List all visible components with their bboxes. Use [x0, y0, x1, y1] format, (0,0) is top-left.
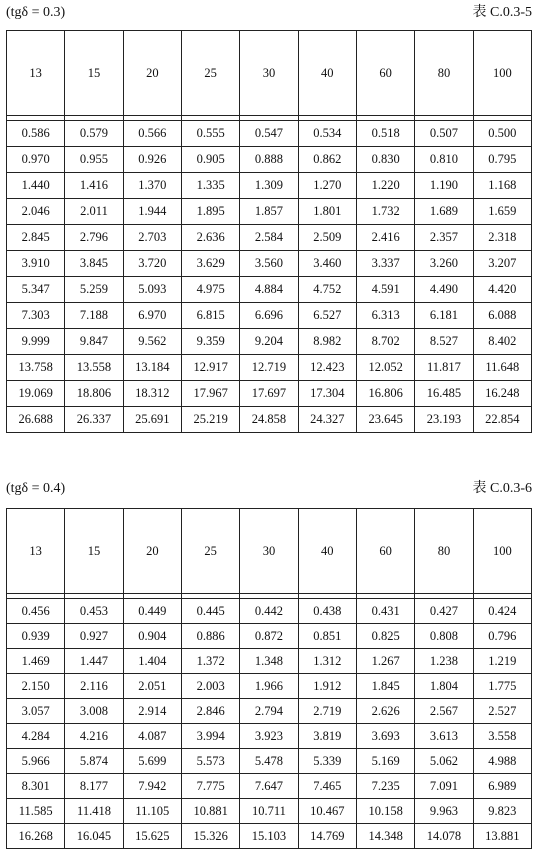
table-cell: 0.500 — [473, 121, 531, 147]
table-cell: 0.579 — [65, 121, 123, 147]
table-cell: 2.719 — [298, 699, 356, 724]
table-cell: 6.696 — [240, 303, 298, 329]
table-cell: 11.817 — [415, 355, 473, 381]
table-row — [7, 749, 532, 774]
table-cell: 1.309 — [240, 173, 298, 199]
table-cell: 4.988 — [473, 749, 531, 774]
table-cell: 1.372 — [181, 649, 239, 674]
table-cell: 15.103 — [240, 824, 298, 849]
table-cell: 3.845 — [65, 251, 123, 277]
table-cell: 2.357 — [415, 225, 473, 251]
table-cell: 2.845 — [7, 225, 65, 251]
table-cell: 0.445 — [181, 599, 239, 624]
column-header: 60 — [356, 31, 414, 116]
table-cell: 3.558 — [473, 724, 531, 749]
table-cell: 1.238 — [415, 649, 473, 674]
table-row — [7, 251, 532, 277]
table-cell: 24.858 — [240, 407, 298, 433]
table-cell: 10.158 — [356, 799, 414, 824]
table-cell: 0.851 — [298, 624, 356, 649]
table-cell: 16.268 — [7, 824, 65, 849]
table-cell: 9.963 — [415, 799, 473, 824]
table-cell: 3.994 — [181, 724, 239, 749]
table-cell: 2.003 — [181, 674, 239, 699]
table-cell: 1.190 — [415, 173, 473, 199]
table-cell: 0.431 — [356, 599, 414, 624]
table-cell: 16.248 — [473, 381, 531, 407]
table-cell: 0.566 — [123, 121, 181, 147]
table-cell: 19.069 — [7, 381, 65, 407]
table-cell: 2.509 — [298, 225, 356, 251]
table-cell: 7.303 — [7, 303, 65, 329]
table-cell: 1.804 — [415, 674, 473, 699]
table-cell: 3.629 — [181, 251, 239, 277]
table1-body — [7, 116, 532, 433]
table-cell: 0.438 — [298, 599, 356, 624]
table-row — [7, 147, 532, 173]
table-cell: 0.905 — [181, 147, 239, 173]
table-row — [7, 121, 532, 147]
column-header: 40 — [298, 509, 356, 594]
table-row — [7, 355, 532, 381]
table1 — [6, 30, 532, 433]
table-cell: 1.447 — [65, 649, 123, 674]
table-row — [7, 724, 532, 749]
table-cell: 9.562 — [123, 329, 181, 355]
table-row — [7, 277, 532, 303]
table-cell: 0.555 — [181, 121, 239, 147]
table-cell: 0.795 — [473, 147, 531, 173]
table-cell: 12.052 — [356, 355, 414, 381]
table-cell: 0.888 — [240, 147, 298, 173]
table-cell: 0.453 — [65, 599, 123, 624]
table-cell: 10.711 — [240, 799, 298, 824]
table-cell: 7.091 — [415, 774, 473, 799]
table-cell: 11.585 — [7, 799, 65, 824]
table-cell: 2.567 — [415, 699, 473, 724]
table-cell: 0.939 — [7, 624, 65, 649]
table-cell: 0.427 — [415, 599, 473, 624]
table-row — [7, 173, 532, 199]
table-cell: 15.625 — [123, 824, 181, 849]
table-cell: 3.613 — [415, 724, 473, 749]
table-cell: 2.318 — [473, 225, 531, 251]
table-row — [7, 699, 532, 724]
table-cell: 11.648 — [473, 355, 531, 381]
table-cell: 7.465 — [298, 774, 356, 799]
table-cell: 3.337 — [356, 251, 414, 277]
table-cell: 1.966 — [240, 674, 298, 699]
table-cell: 16.806 — [356, 381, 414, 407]
table-row — [7, 407, 532, 433]
table-cell: 6.527 — [298, 303, 356, 329]
table-cell: 16.485 — [415, 381, 473, 407]
table-cell: 1.267 — [356, 649, 414, 674]
table2-id: 表 C.0.3-6 — [472, 481, 532, 496]
column-header: 30 — [240, 509, 298, 594]
table-cell: 12.423 — [298, 355, 356, 381]
table2-header-row — [7, 509, 532, 594]
table-cell: 3.910 — [7, 251, 65, 277]
table-cell: 2.051 — [123, 674, 181, 699]
table-cell: 2.703 — [123, 225, 181, 251]
table-cell: 0.796 — [473, 624, 531, 649]
table-cell: 1.469 — [7, 649, 65, 674]
column-header: 15 — [65, 509, 123, 594]
table-cell: 15.326 — [181, 824, 239, 849]
table-cell: 2.150 — [7, 674, 65, 699]
table-cell: 0.547 — [240, 121, 298, 147]
table-cell: 7.775 — [181, 774, 239, 799]
table-cell: 2.794 — [240, 699, 298, 724]
table-cell: 9.847 — [65, 329, 123, 355]
column-header: 60 — [356, 509, 414, 594]
table-cell: 14.078 — [415, 824, 473, 849]
table-row — [7, 225, 532, 251]
table-cell: 1.168 — [473, 173, 531, 199]
table-cell: 6.088 — [473, 303, 531, 329]
table-cell: 0.886 — [181, 624, 239, 649]
table-cell: 4.284 — [7, 724, 65, 749]
table-cell: 16.045 — [65, 824, 123, 849]
table-cell: 0.586 — [7, 121, 65, 147]
table-cell: 1.220 — [356, 173, 414, 199]
table-cell: 3.819 — [298, 724, 356, 749]
table-cell: 5.093 — [123, 277, 181, 303]
table-cell: 0.808 — [415, 624, 473, 649]
table-cell: 0.810 — [415, 147, 473, 173]
table-cell: 6.313 — [356, 303, 414, 329]
table-cell: 1.857 — [240, 199, 298, 225]
table-cell: 17.697 — [240, 381, 298, 407]
table-cell: 2.914 — [123, 699, 181, 724]
table-cell: 0.442 — [240, 599, 298, 624]
table-cell: 1.219 — [473, 649, 531, 674]
table-cell: 5.339 — [298, 749, 356, 774]
table-cell: 0.927 — [65, 624, 123, 649]
table-cell: 3.207 — [473, 251, 531, 277]
table-cell: 1.440 — [7, 173, 65, 199]
table-cell: 7.235 — [356, 774, 414, 799]
table-row — [7, 329, 532, 355]
table-cell: 26.337 — [65, 407, 123, 433]
table-cell: 3.008 — [65, 699, 123, 724]
column-header: 80 — [415, 509, 473, 594]
table-cell: 0.518 — [356, 121, 414, 147]
table-cell: 5.259 — [65, 277, 123, 303]
table-cell: 2.416 — [356, 225, 414, 251]
table-cell: 1.689 — [415, 199, 473, 225]
column-header: 20 — [123, 509, 181, 594]
column-header: 30 — [240, 31, 298, 116]
table1-condition: (tgδ = 0.3) — [6, 5, 66, 20]
table-cell: 4.752 — [298, 277, 356, 303]
table-cell: 8.982 — [298, 329, 356, 355]
column-header: 100 — [473, 31, 531, 116]
table-cell: 17.967 — [181, 381, 239, 407]
table-cell: 7.188 — [65, 303, 123, 329]
table-cell: 2.527 — [473, 699, 531, 724]
table-cell: 2.584 — [240, 225, 298, 251]
table-cell: 1.912 — [298, 674, 356, 699]
table1-id: 表 C.0.3-5 — [472, 5, 532, 20]
table-cell: 1.370 — [123, 173, 181, 199]
table-cell: 1.895 — [181, 199, 239, 225]
table-cell: 22.854 — [473, 407, 531, 433]
table-cell: 9.823 — [473, 799, 531, 824]
table-cell: 9.204 — [240, 329, 298, 355]
table2 — [6, 508, 532, 849]
table-cell: 4.087 — [123, 724, 181, 749]
table-cell: 0.830 — [356, 147, 414, 173]
column-header: 13 — [7, 509, 65, 594]
column-header: 13 — [7, 31, 65, 116]
table-cell: 13.558 — [65, 355, 123, 381]
table-cell: 2.626 — [356, 699, 414, 724]
table-cell: 4.591 — [356, 277, 414, 303]
table-cell: 26.688 — [7, 407, 65, 433]
table-row — [7, 824, 532, 849]
table-cell: 0.449 — [123, 599, 181, 624]
table-cell: 8.177 — [65, 774, 123, 799]
table-cell: 4.420 — [473, 277, 531, 303]
table-cell: 2.046 — [7, 199, 65, 225]
table-cell: 17.304 — [298, 381, 356, 407]
table-cell: 1.312 — [298, 649, 356, 674]
table-cell: 4.975 — [181, 277, 239, 303]
table-cell: 0.904 — [123, 624, 181, 649]
table2-caption — [0, 478, 536, 500]
table1-header-row — [7, 31, 532, 116]
table-cell: 10.467 — [298, 799, 356, 824]
table-cell: 7.942 — [123, 774, 181, 799]
table-cell: 4.490 — [415, 277, 473, 303]
table-cell: 1.659 — [473, 199, 531, 225]
table-cell: 8.301 — [7, 774, 65, 799]
table-cell: 9.999 — [7, 329, 65, 355]
table2-condition: (tgδ = 0.4) — [6, 481, 66, 496]
table-cell: 5.169 — [356, 749, 414, 774]
table-cell: 11.105 — [123, 799, 181, 824]
table-cell: 25.691 — [123, 407, 181, 433]
table-cell: 5.062 — [415, 749, 473, 774]
column-header: 40 — [298, 31, 356, 116]
table-cell: 3.260 — [415, 251, 473, 277]
table-row — [7, 799, 532, 824]
table1-caption — [0, 2, 536, 24]
table-cell: 6.181 — [415, 303, 473, 329]
table-cell: 2.846 — [181, 699, 239, 724]
table-cell: 23.193 — [415, 407, 473, 433]
table-cell: 3.057 — [7, 699, 65, 724]
table-cell: 5.874 — [65, 749, 123, 774]
table-cell: 1.732 — [356, 199, 414, 225]
table-cell: 1.348 — [240, 649, 298, 674]
table-cell: 0.424 — [473, 599, 531, 624]
table-cell: 5.966 — [7, 749, 65, 774]
table-cell: 1.944 — [123, 199, 181, 225]
table-cell: 2.011 — [65, 199, 123, 225]
table-row — [7, 303, 532, 329]
table-cell: 14.769 — [298, 824, 356, 849]
table-cell: 18.312 — [123, 381, 181, 407]
table-cell: 8.402 — [473, 329, 531, 355]
table-cell: 2.116 — [65, 674, 123, 699]
table-cell: 12.917 — [181, 355, 239, 381]
table-cell: 4.216 — [65, 724, 123, 749]
table-cell: 10.881 — [181, 799, 239, 824]
table-cell: 12.719 — [240, 355, 298, 381]
table-cell: 1.775 — [473, 674, 531, 699]
column-header: 20 — [123, 31, 181, 116]
column-header: 15 — [65, 31, 123, 116]
table-cell: 1.270 — [298, 173, 356, 199]
table-row — [7, 649, 532, 674]
table-cell: 3.693 — [356, 724, 414, 749]
table-cell: 23.645 — [356, 407, 414, 433]
table-cell: 5.347 — [7, 277, 65, 303]
table-cell: 2.796 — [65, 225, 123, 251]
table-cell: 3.720 — [123, 251, 181, 277]
table-cell: 0.926 — [123, 147, 181, 173]
table-cell: 6.815 — [181, 303, 239, 329]
table-cell: 1.404 — [123, 649, 181, 674]
table-cell: 5.573 — [181, 749, 239, 774]
table-cell: 5.478 — [240, 749, 298, 774]
table-row — [7, 624, 532, 649]
column-header: 80 — [415, 31, 473, 116]
table-cell: 0.825 — [356, 624, 414, 649]
table-cell: 3.923 — [240, 724, 298, 749]
table-cell: 0.970 — [7, 147, 65, 173]
table-cell: 13.184 — [123, 355, 181, 381]
table-cell: 5.699 — [123, 749, 181, 774]
table-cell: 6.989 — [473, 774, 531, 799]
column-header: 100 — [473, 509, 531, 594]
column-header: 25 — [181, 509, 239, 594]
table-cell: 6.970 — [123, 303, 181, 329]
table-cell: 3.460 — [298, 251, 356, 277]
table-cell: 25.219 — [181, 407, 239, 433]
table-cell: 8.527 — [415, 329, 473, 355]
table-cell: 24.327 — [298, 407, 356, 433]
table-cell: 13.881 — [473, 824, 531, 849]
table-cell: 13.758 — [7, 355, 65, 381]
column-header: 25 — [181, 31, 239, 116]
table-row — [7, 774, 532, 799]
table-cell: 14.348 — [356, 824, 414, 849]
table2-body — [7, 594, 532, 849]
table-cell: 7.647 — [240, 774, 298, 799]
table-cell: 0.534 — [298, 121, 356, 147]
table-cell: 1.801 — [298, 199, 356, 225]
table-cell: 1.416 — [65, 173, 123, 199]
table-cell: 0.955 — [65, 147, 123, 173]
table-cell: 0.872 — [240, 624, 298, 649]
table-cell: 0.456 — [7, 599, 65, 624]
table-cell: 18.806 — [65, 381, 123, 407]
table-row — [7, 199, 532, 225]
table-cell: 0.862 — [298, 147, 356, 173]
table-row — [7, 674, 532, 699]
table-row — [7, 599, 532, 624]
table-cell: 2.636 — [181, 225, 239, 251]
table-cell: 9.359 — [181, 329, 239, 355]
table-cell: 0.507 — [415, 121, 473, 147]
table-row — [7, 381, 532, 407]
table-cell: 4.884 — [240, 277, 298, 303]
table-cell: 11.418 — [65, 799, 123, 824]
table-cell: 3.560 — [240, 251, 298, 277]
table-cell: 8.702 — [356, 329, 414, 355]
table-cell: 1.335 — [181, 173, 239, 199]
table-cell: 1.845 — [356, 674, 414, 699]
